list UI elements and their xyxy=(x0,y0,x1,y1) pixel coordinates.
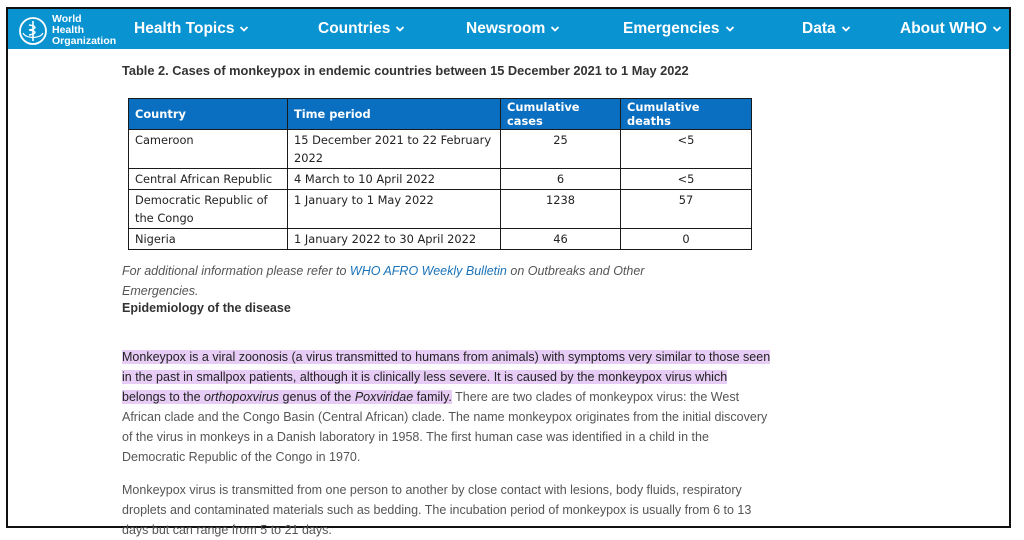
chevron-down-icon xyxy=(395,24,405,34)
col-header-cases: Cumulative cases xyxy=(501,99,621,130)
additional-info-paragraph xyxy=(122,261,722,301)
info-suffix: on Outbreaks and Other Emergencies. xyxy=(122,263,645,298)
nav-about-who[interactable] xyxy=(900,9,1002,49)
table-header-row xyxy=(129,99,752,130)
cell-cases: 46 xyxy=(501,229,621,250)
highlight-part: family. xyxy=(413,389,452,404)
cell-cases: 25 xyxy=(501,130,621,169)
cell-country: Central African Republic xyxy=(129,169,288,190)
chevron-down-icon xyxy=(841,24,851,34)
chevron-down-icon xyxy=(239,24,249,34)
chevron-down-icon xyxy=(725,24,735,34)
nav-newsroom[interactable] xyxy=(466,9,560,49)
browser-frame xyxy=(6,7,1011,537)
epidemiology-paragraph xyxy=(122,347,772,467)
nav-label: Newsroom xyxy=(466,20,546,37)
cell-deaths: 0 xyxy=(621,229,752,250)
table-caption: Table 2. Cases of monkeypox in endemic countries between 15 December 2021 to 1 May 2022 xyxy=(122,63,689,78)
nav-label: About WHO xyxy=(900,20,987,37)
cell-period: 1 January 2022 to 30 April 2022 xyxy=(288,229,501,250)
nav-label: Data xyxy=(802,20,836,37)
highlight-part: genus of the xyxy=(279,389,355,404)
highlight-part: Monkeypox is a viral zoonosis (a virus transmitted to humans from animals) with symptoms very similar to those seen in the past in smallpox patients, although it is clinically less severe. It is caused by the monkeypox virus which belongs to the xyxy=(122,349,771,404)
who-emblem-icon xyxy=(18,16,48,46)
nav-health-topics[interactable] xyxy=(134,9,249,49)
chevron-down-icon xyxy=(550,24,560,34)
cases-table xyxy=(128,98,752,250)
col-header-deaths: Cumulative deaths xyxy=(621,99,752,130)
table-row xyxy=(129,130,752,169)
nav-label: Health Topics xyxy=(134,20,235,37)
table-row xyxy=(129,229,752,250)
transmission-paragraph: Monkeypox virus is transmitted from one person to another by close contact with lesions, body fluids, respiratory droplets and contaminated materials such as bedding. The incubation period of monkeypox is usually from 6 to 13 days but can range from 5 to 21 days. xyxy=(122,482,752,537)
paragraph-rest: There are two clades of monkeypox virus: the West African clade and the Congo Basin (Central African) clade. The name monkeypox originates from the initial discovery of the virus in monkeys in a Danish laboratory in 1958. The first human case was identified in a child in the Democratic Republic of the Congo in 1970. xyxy=(122,389,768,464)
nav-label: Countries xyxy=(318,20,391,37)
col-header-period: Time period xyxy=(288,99,501,130)
cell-cases: 6 xyxy=(501,169,621,190)
cell-deaths: 57 xyxy=(621,190,752,229)
top-navbar xyxy=(8,9,1009,49)
cell-period: 4 March to 10 April 2022 xyxy=(288,169,501,190)
cell-country: Democratic Republic of the Congo xyxy=(129,190,288,229)
who-afro-bulletin-link[interactable]: WHO AFRO Weekly Bulletin xyxy=(349,263,507,278)
cell-country: Cameroon xyxy=(129,130,288,169)
cell-cases: 1238 xyxy=(501,190,621,229)
nav-data[interactable] xyxy=(802,9,851,49)
italic-term: orthopoxvirus xyxy=(204,389,280,404)
nav-label: Emergencies xyxy=(623,20,720,37)
italic-term: Poxviridae xyxy=(354,389,414,404)
nav-countries[interactable] xyxy=(318,9,405,49)
cell-country: Nigeria xyxy=(129,229,288,250)
who-logo[interactable] xyxy=(18,14,116,47)
info-prefix: For additional information please refer to xyxy=(122,263,350,278)
cell-deaths: <5 xyxy=(621,169,752,190)
nav-emergencies[interactable] xyxy=(623,9,735,49)
col-header-country: Country xyxy=(129,99,288,130)
logo-text: World Health Organization xyxy=(52,13,117,47)
table-row xyxy=(129,190,752,229)
chevron-down-icon xyxy=(992,24,1002,34)
cell-period: 15 December 2021 to 22 February 2022 xyxy=(288,130,501,169)
section-heading: Epidemiology of the disease xyxy=(122,301,291,315)
table-row xyxy=(129,169,752,190)
cell-period: 1 January to 1 May 2022 xyxy=(288,190,501,229)
cell-deaths: <5 xyxy=(621,130,752,169)
